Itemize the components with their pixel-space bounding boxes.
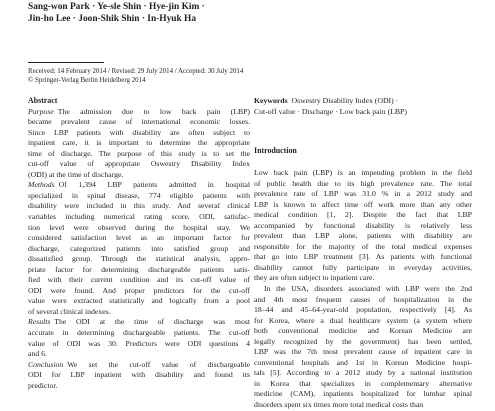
keywords-label: Keywords	[254, 96, 288, 105]
abstract-methods-text: specialized in spinal disease, 774 eligible patients with	[28, 190, 250, 200]
abstract-results-line	[28, 349, 250, 360]
introduction-line	[254, 252, 472, 263]
keywords-block	[254, 96, 470, 117]
introduction-text: Low back pain (LBP) is an impending problem in the field	[254, 168, 472, 177]
introduction-text: medical condition [1, 2]. Despite the fact that LBP	[254, 210, 472, 220]
introduction-line	[254, 210, 472, 221]
keywords-line-1: Oswestry Disability Index (ODI) ·	[291, 96, 399, 105]
abstract-conclusion-text: ODI for LBP inpatient with disability and found its	[28, 370, 250, 380]
introduction-line	[254, 221, 472, 232]
abstract-conclusion-text: predictor.	[28, 380, 58, 390]
introduction-line	[254, 400, 472, 411]
abstract-purpose-line	[28, 107, 250, 118]
introduction-line	[254, 179, 472, 190]
abstract-methods-line	[28, 265, 250, 276]
abstract-methods-text: variables including numerical rating score, ODI, satisfac-	[28, 212, 250, 222]
abstract-methods-text: ODI were found. And proper predictors for the cut-off	[28, 285, 250, 295]
introduction-text: 18–44 and 45–64-year-old population, respectively [4]. As	[254, 305, 472, 315]
abstract-methods-line	[28, 191, 250, 202]
abstract-results-label: Results	[28, 317, 51, 327]
introduction-body	[254, 168, 472, 411]
abstract-results-line	[28, 328, 250, 339]
abstract-methods-text: disability were included in this study. And several clinical	[28, 201, 250, 211]
abstract-methods-text: discharge, categorized patients into satisfied group and	[28, 243, 250, 253]
introduction-text: and 4th most frequent causes of hospitalization in the	[254, 294, 472, 304]
introduction-heading: Introduction	[254, 146, 297, 155]
introduction-text: legally recognized by the government) has been settled,	[254, 336, 472, 346]
abstract-methods-label: Methods	[28, 180, 55, 190]
abstract-methods-text: value were extracted statistically and logically from a pool	[28, 296, 250, 306]
introduction-text: prevalent than LBP alone, patients with disability are	[254, 231, 472, 241]
introduction-line	[254, 231, 472, 242]
abstract-conclusion-line	[28, 360, 250, 371]
introduction-text: both conventional medicine and Korean Medicine are	[254, 326, 472, 336]
introduction-text: accompanied by functional disability is relatively less	[254, 220, 472, 230]
introduction-line	[254, 305, 472, 316]
abstract-heading: Abstract	[28, 96, 58, 105]
introduction-text: LBP is known to affect time off work more than any other	[254, 199, 472, 209]
introduction-text: disorders spent six times more total medical costs than	[254, 400, 424, 410]
introduction-text: in Korea that specializes in complementary alternative	[254, 378, 472, 388]
introduction-text: prevalence rate of LBP was 31.0 % in a 2012 study and	[254, 189, 472, 199]
abstract-conclusion-line	[28, 370, 250, 381]
abstract-methods-line	[28, 233, 250, 244]
abstract-methods-line	[28, 212, 250, 223]
abstract-methods-line	[28, 244, 250, 255]
introduction-text: disability cannot fully participate in everyday activities,	[254, 262, 472, 272]
abstract-purpose-label: Purpose	[28, 106, 54, 116]
author-line-2: Jin-ho Lee · Joon-Shik Shin · In-Hyuk Ha	[28, 13, 197, 24]
abstract-purpose-text: Since LBP patients with disability are often subject to	[28, 127, 250, 137]
keywords-line-2: Cut-off value · Discharge · Low back pain (LBP)	[254, 106, 407, 116]
abstract-methods-line	[28, 180, 250, 191]
abstract-methods-line	[28, 254, 250, 265]
abstract-results-line	[28, 317, 250, 328]
abstract-methods-text: Of 1,394 LBP patients admitted in hospital	[58, 180, 250, 190]
author-list	[28, 2, 205, 25]
abstract-purpose-line	[28, 138, 250, 149]
abstract-results-text: accurate in determining dischargeable patients. The cut-off	[28, 328, 250, 338]
abstract-column	[28, 96, 250, 391]
article-history	[28, 68, 243, 86]
introduction-line	[254, 358, 472, 369]
abstract-purpose-text: time of discharge. The purpose of this study is to set the	[28, 148, 250, 158]
abstract-purpose-text: cut-off value of appropriate Oswestry Disability Index	[28, 159, 250, 169]
abstract-methods-text: priate factor for determining dischargeable patients satis-	[28, 264, 250, 274]
abstract-methods-line	[28, 286, 250, 297]
introduction-line	[254, 326, 472, 337]
abstract-purpose-line	[28, 149, 250, 160]
introduction-line	[254, 189, 472, 200]
introduction-line	[254, 316, 472, 327]
abstract-methods-text: of several clinical indexes.	[28, 306, 111, 316]
abstract-purpose-line	[28, 117, 250, 128]
abstract-conclusion-label: Conclusion	[28, 359, 64, 369]
abstract-methods-line	[28, 307, 250, 318]
abstract-results-text: and 6.	[28, 349, 47, 359]
abstract-purpose-text: inpatient care, it is important to determine the appropriate	[28, 138, 250, 148]
introduction-text: medicine (CAM), inpatients hospitalized for lumbar spinal	[254, 389, 472, 399]
abstract-methods-line	[28, 275, 250, 286]
abstract-results-text: The ODI at the time of discharge was most	[54, 317, 250, 327]
abstract-methods-text: fied with their current condition and its cut-off value of	[28, 275, 250, 285]
introduction-line	[254, 273, 472, 284]
introduction-line	[254, 242, 472, 253]
introduction-text: responsible for the majority of the total medical expenses	[254, 241, 472, 251]
divider	[28, 62, 104, 63]
introduction-line	[254, 389, 472, 400]
abstract-purpose-text: (ODI) at the time of discharge.	[28, 169, 124, 179]
received-dates: Received: 14 February 2014 / Revised: 29 July 2014 / Accepted: 30 July 2014	[28, 68, 244, 75]
copyright-line: © Springer-Verlag Berlin Heidelberg 2014	[28, 76, 146, 84]
introduction-line	[254, 263, 472, 274]
abstract-purpose-line	[28, 159, 250, 170]
abstract-purpose-line	[28, 128, 250, 139]
introduction-text: LBP was the 7th most prevalent cause of inpatient care in	[254, 347, 472, 357]
introduction-line	[254, 168, 472, 179]
abstract-conclusion-text: We set the cut-off value of dischargeable	[67, 359, 250, 369]
abstract-methods-line	[28, 296, 250, 307]
abstract-methods-text: tion level were observed during the hospital stay. We	[28, 222, 250, 232]
abstract-body	[28, 107, 250, 392]
introduction-line	[254, 284, 472, 295]
abstract-methods-line	[28, 223, 250, 234]
introduction-text: for Korea, where a dual healthcare system (a system where	[254, 315, 472, 325]
introduction-line	[254, 379, 472, 390]
abstract-methods-line	[28, 201, 250, 212]
abstract-results-line	[28, 339, 250, 350]
abstract-conclusion-line	[28, 381, 250, 392]
abstract-methods-text: considered satisfaction level as an important factor for	[28, 233, 250, 243]
abstract-results-text: value of ODI was 30. Predictors were ODI questions 4	[28, 338, 250, 348]
abstract-methods-text: dissatisfied group. Through the statistical analysis, appro-	[28, 254, 250, 264]
introduction-line	[254, 200, 472, 211]
introduction-text: In the USA, disorders associated with LBP were the 2nd	[264, 284, 472, 294]
introduction-line	[254, 368, 472, 379]
abstract-purpose-text: The admission due to low back pain (LBP)	[57, 106, 250, 116]
introduction-line	[254, 337, 472, 348]
introduction-text: tals [5]. According to a 2012 study by a national institution	[254, 368, 472, 378]
introduction-line	[254, 347, 472, 358]
introduction-text: of public health due to its high prevalence rate. The total	[254, 178, 472, 188]
introduction-text: conventional hospitals and 1st in Korean Medicine hospi-	[254, 357, 472, 367]
introduction-text: they are often subject to inpatient care.	[254, 273, 375, 283]
introduction-text: that go into LBP treatment [3]. As patients with functional	[254, 252, 472, 262]
abstract-purpose-line	[28, 170, 250, 181]
abstract-purpose-text: became prevalent cause of international economic losses.	[28, 117, 250, 127]
author-line-1: Sang-won Park · Ye-sle Shin · Hye-jin Kim ·	[28, 2, 205, 12]
introduction-line	[254, 295, 472, 306]
